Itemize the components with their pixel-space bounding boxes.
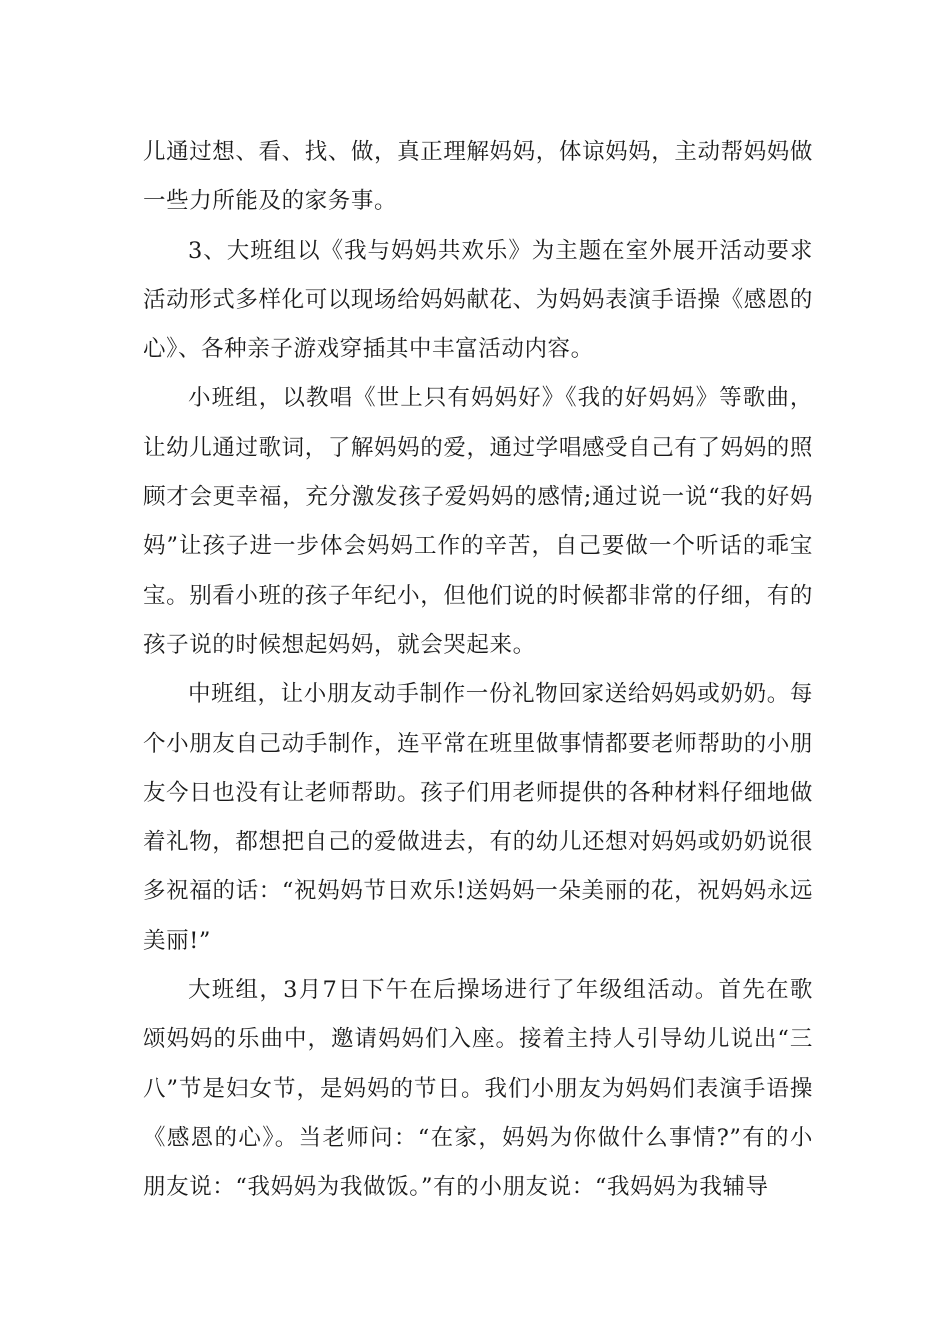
paragraph-junior-class: 小班组，以教唱《世上只有妈妈好》《我的好妈妈》等歌曲，让幼儿通过歌词，了解妈妈的爱，通过学唱感受自己有了妈妈的照顾才会更幸福，充分激发孩子爱妈妈的感情;通过说一说“我的好妈妈”让孩子进一步体会妈妈工作的辛苦，自己要做一个听话的乖宝宝。别看小班的孩子年纪小，但他们说的时候都非常的仔细，有的孩子说的时候想起妈妈，就会哭起来。 [143, 385, 813, 658]
paragraph-continuation: 儿通过想、看、找、做，真正理解妈妈，体谅妈妈，主动帮妈妈做一些力所能及的家务事。 [143, 139, 813, 215]
paragraph-middle-class: 中班组，让小朋友动手制作一份礼物回家送给妈妈或奶奶。每个小朋友自己动手制作，连平常在班里做事情都要老师帮助的小朋友今日也没有让老师帮助。孩子们用老师提供的各种材料仔细地做着礼物，都想把自己的爱做进去，有的幼儿还想对妈妈或奶奶说很多祝福的话：“祝妈妈节日欢乐!送妈妈一朵美丽的花，祝妈妈永远美丽!” [143, 681, 813, 954]
paragraph-senior-class-activity: 大班组，3月7日下午在后操场进行了年级组活动。首先在歌颂妈妈的乐曲中，邀请妈妈们入座。接着主持人引导幼儿说出“三八”节是妇女节，是妈妈的节日。我们小朋友为妈妈们表演手语操《感恩的心》。当老师问：“在家，妈妈为你做什么事情?”有的小朋友说：“我妈妈为我做饭。”有的小朋友说：“我妈妈为我辅导 [143, 977, 813, 1201]
paragraph-senior-class-theme: 3、大班组以《我与妈妈共欢乐》为主题在室外展开活动要求活动形式多样化可以现场给妈妈献花、为妈妈表演手语操《感恩的心》、各种亲子游戏穿插其中丰富活动内容。 [143, 237, 813, 363]
document-body [143, 128, 813, 1213]
